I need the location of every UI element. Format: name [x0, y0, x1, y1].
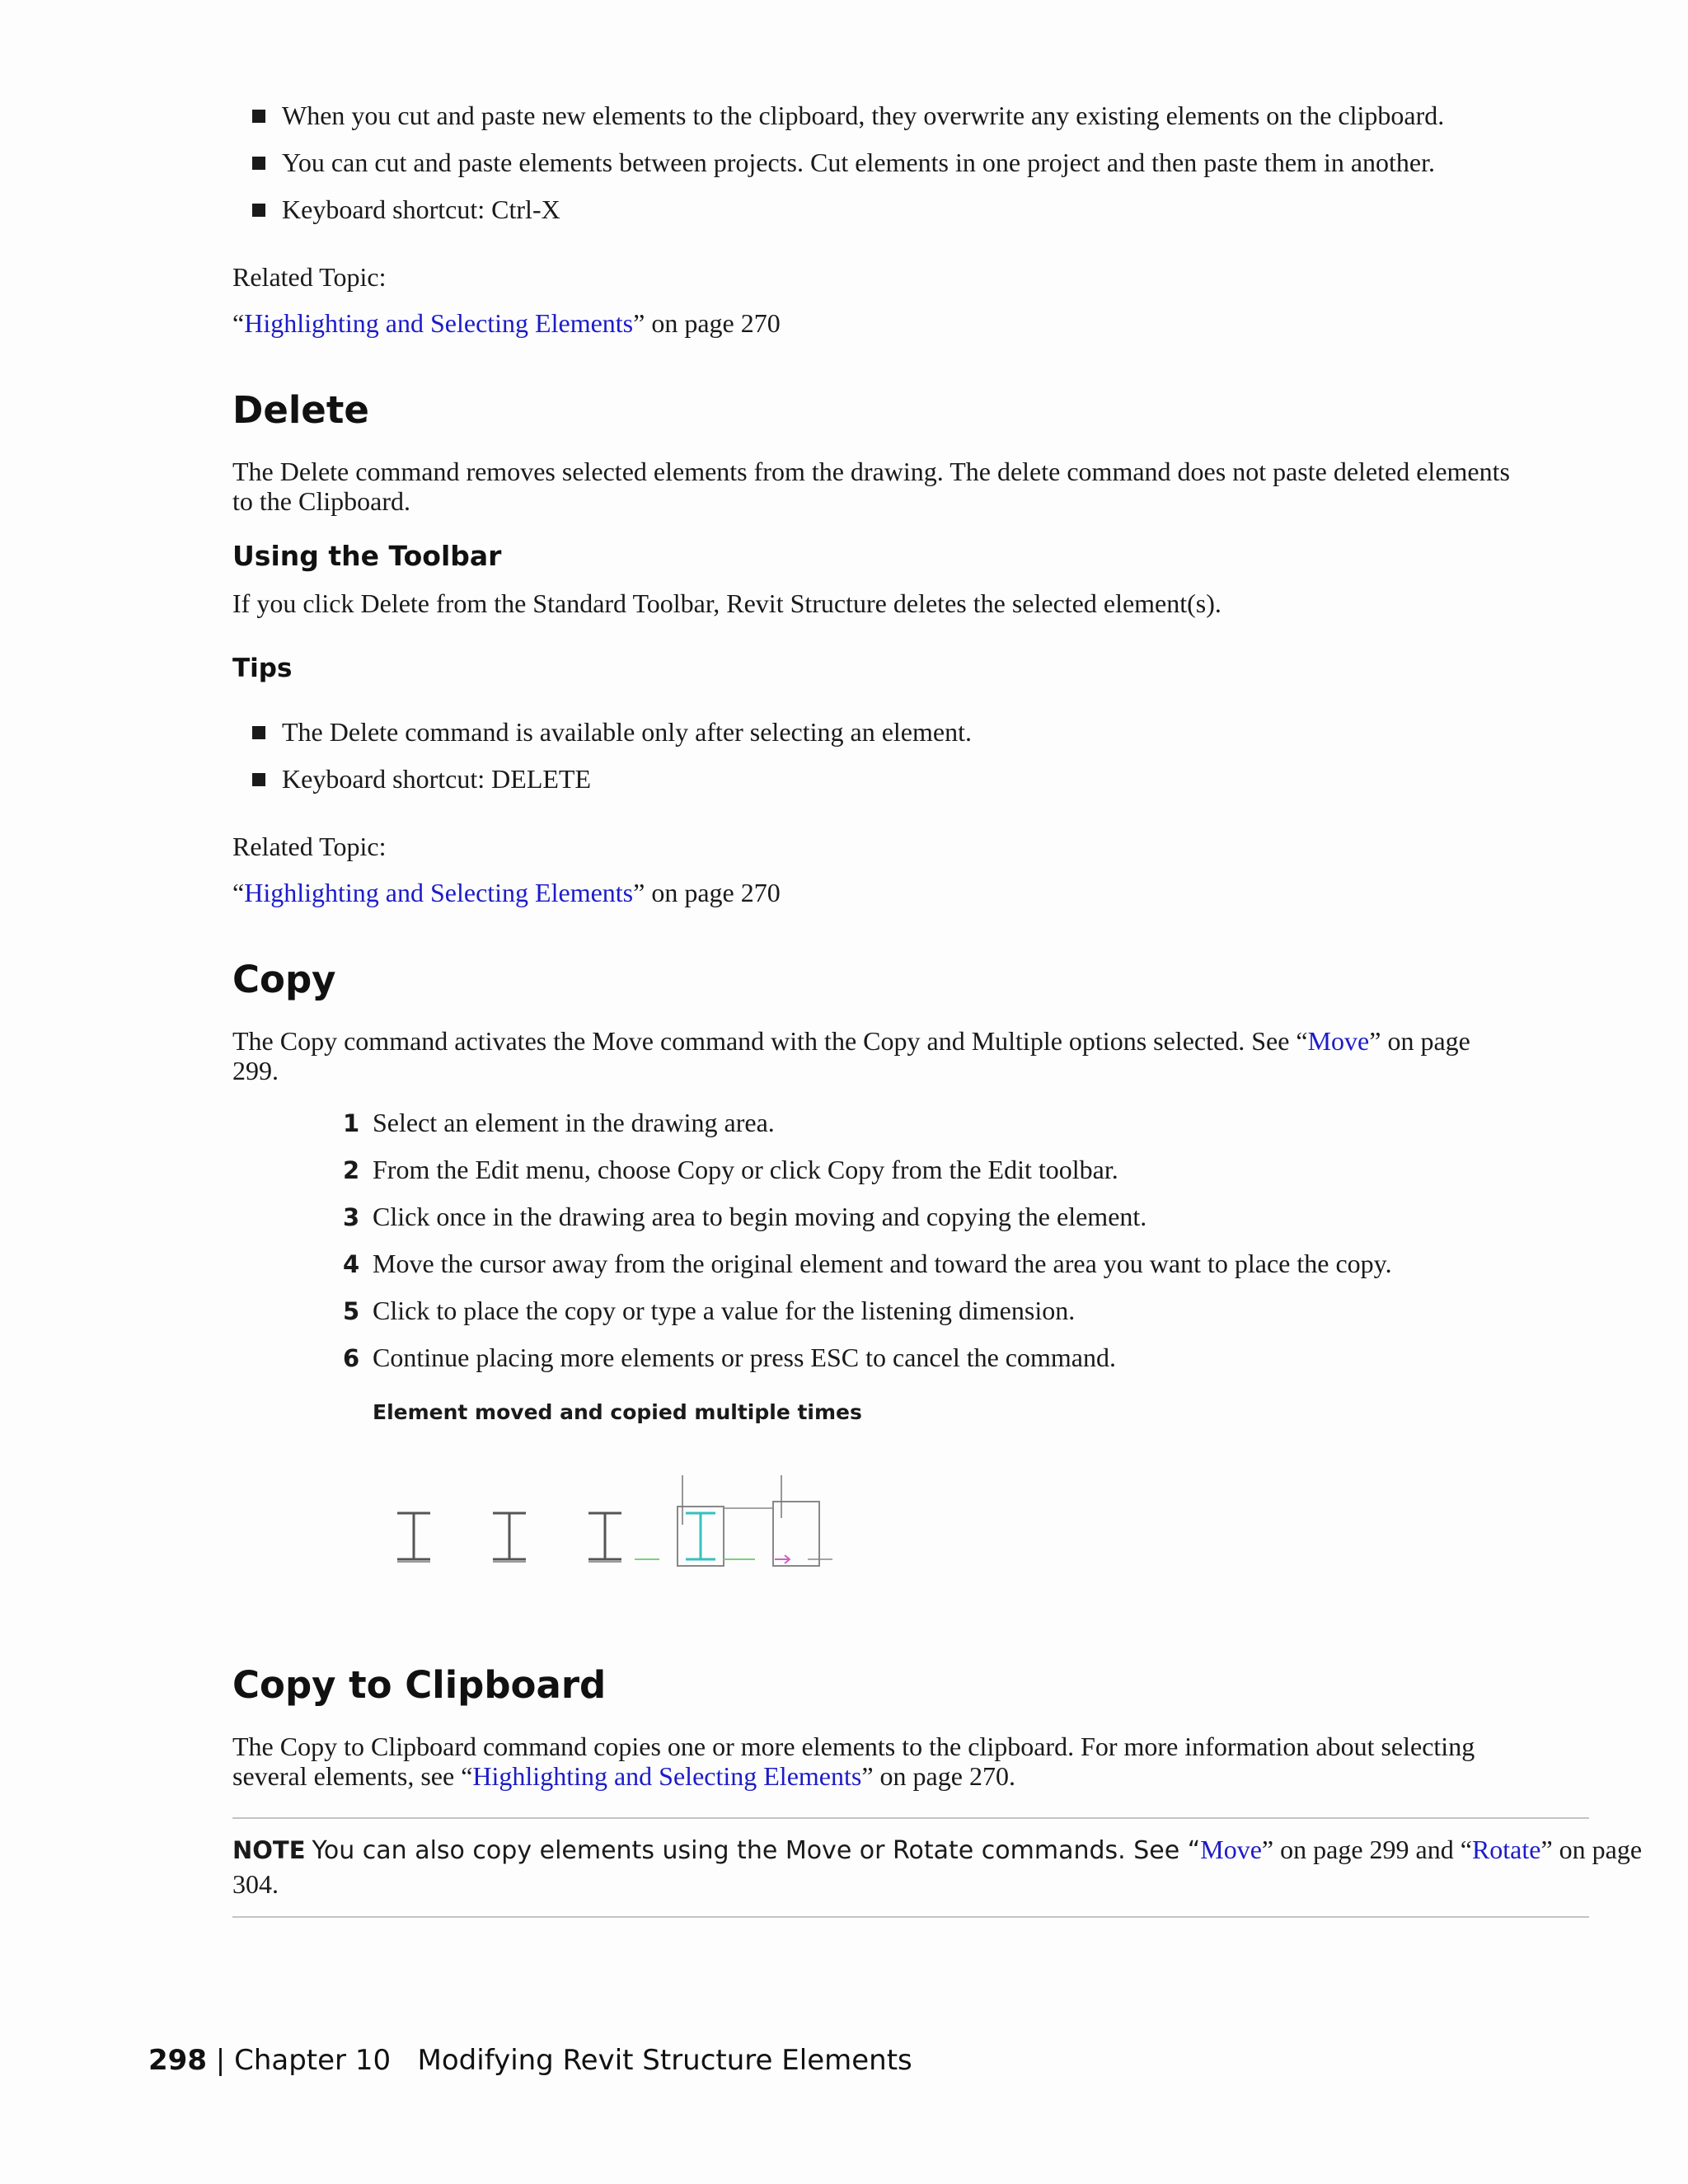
bullet-square-icon	[252, 204, 265, 217]
note-bottom-divider	[232, 1916, 1589, 1918]
related-topic-label: Related Topic:	[232, 262, 387, 292]
i-beam-icon	[588, 1513, 621, 1562]
toolbar-paragraph: If you click Delete from the Standard Toolbar, Revit Structure deletes the selected element(s).	[232, 588, 1221, 618]
list-item-text: Keyboard shortcut: DELETE	[282, 764, 591, 794]
list-item-text: Keyboard shortcut: Ctrl-X	[282, 194, 560, 224]
i-beam-icon	[493, 1513, 526, 1562]
copy-clipboard-paragraph: The Copy to Clipboard command copies one or more elements to the clipboard. For more information about selecting several elements, see “Highlighting and Selecting Elements” on page 270.	[232, 1732, 1475, 1791]
copy-heading: Copy	[232, 958, 336, 1001]
step-item: 3 Click once in the drawing area to begin moving and copying the element.	[343, 1202, 1147, 1231]
step-item: 4 Move the cursor away from the original element and toward the area you want to place the copy.	[343, 1249, 1392, 1278]
selected-i-beam-icon	[678, 1475, 724, 1566]
highlighting-link[interactable]: Highlighting and Selecting Elements	[472, 1761, 862, 1791]
list-item	[252, 99, 1444, 132]
related-topic-ref: “Highlighting and Selecting Elements” on page 270	[232, 308, 781, 338]
copy-to-clipboard-heading: Copy to Clipboard	[232, 1663, 607, 1707]
tips-heading: Tips	[232, 654, 293, 683]
delete-paragraph: The Delete command removes selected elements from the drawing. The delete command does not paste deleted elements to the Clipboard.	[232, 457, 1510, 516]
using-toolbar-heading: Using the Toolbar	[232, 540, 502, 572]
bullet-square-icon	[252, 726, 265, 739]
related-topic-link[interactable]: Highlighting and Selecting Elements	[244, 878, 634, 907]
list-item-text: The Delete command is available only after selecting an element.	[282, 717, 972, 747]
copy-paragraph: The Copy command activates the Move command with the Copy and Multiple options selected. See “Move” on page 299.	[232, 1026, 1470, 1085]
related-topic-label: Related Topic:	[232, 832, 387, 861]
footer-chapter: Chapter 10	[234, 2044, 392, 2077]
i-beam-icon	[397, 1513, 430, 1562]
list-item	[252, 715, 972, 748]
bullet-square-icon	[252, 110, 265, 123]
related-topic-ref: “Highlighting and Selecting Elements” on page 270	[232, 878, 781, 907]
move-link[interactable]: Move	[1200, 1835, 1262, 1864]
figure-caption: Element moved and copied multiple times	[373, 1400, 862, 1424]
related-topic-link[interactable]: Highlighting and Selecting Elements	[244, 308, 634, 338]
list-item	[252, 762, 591, 795]
bullet-square-icon	[252, 773, 265, 786]
list-item-text: You can cut and paste elements between projects. Cut elements in one project and then paste them in another.	[282, 148, 1436, 177]
step-item: 6 Continue placing more elements or press ESC to cancel the command.	[343, 1343, 1116, 1372]
page-number: 298	[148, 2044, 207, 2077]
footer-separator: |	[215, 2044, 226, 2077]
list-item	[252, 193, 560, 226]
step-item: 1 Select an element in the drawing area.	[343, 1108, 775, 1137]
delete-heading: Delete	[232, 388, 369, 432]
placement-box-icon	[773, 1475, 819, 1566]
step-item: 5 Click to place the copy or type a value for the listening dimension.	[343, 1296, 1076, 1325]
list-item-text: When you cut and paste new elements to the clipboard, they overwrite any existing elements on the clipboard.	[282, 101, 1445, 130]
footer-title: Modifying Revit Structure Elements	[417, 2044, 912, 2077]
note-top-divider	[232, 1817, 1589, 1819]
copy-figure	[379, 1467, 841, 1591]
step-item: 2 From the Edit menu, choose Copy or click Copy from the Edit toolbar.	[343, 1155, 1118, 1184]
bullet-square-icon	[252, 157, 265, 170]
note-label: NOTE	[232, 1836, 306, 1864]
move-link[interactable]: Move	[1307, 1026, 1370, 1056]
note-block: NOTE You can also copy elements using the Move or Rotate commands. See “Move” on page 299 and “Rotate” on page 304.	[232, 1835, 1643, 1899]
page-footer	[148, 2042, 912, 2079]
rotate-link[interactable]: Rotate	[1471, 1835, 1541, 1864]
list-item	[252, 146, 1435, 179]
